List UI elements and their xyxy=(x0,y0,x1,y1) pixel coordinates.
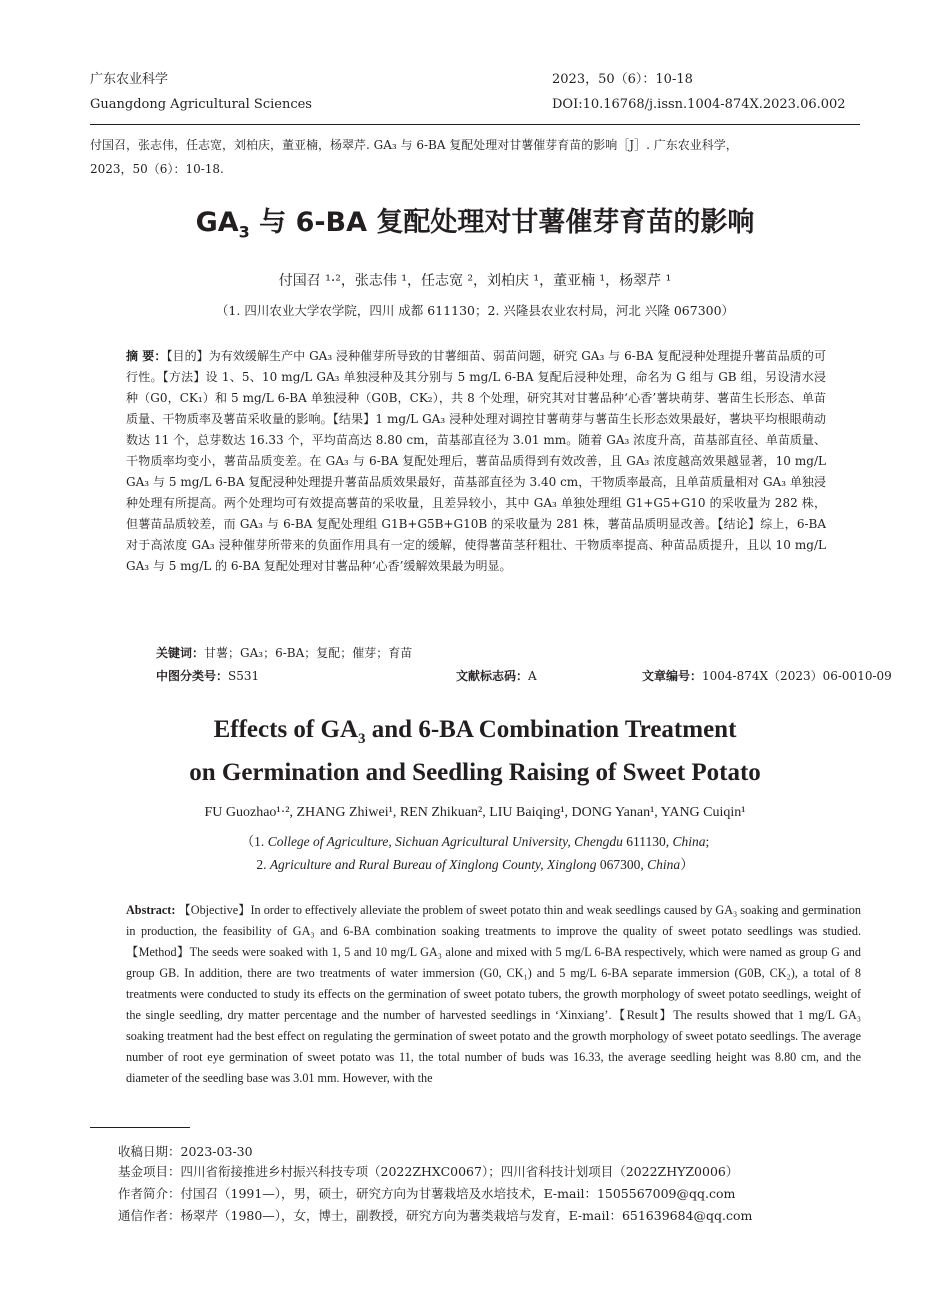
citation xyxy=(90,133,860,181)
footnote-divider xyxy=(90,1127,190,1128)
authors-en: FU Guozhao¹·², ZHANG Zhiwei¹, REN Zhikuan², LIU Baiqing¹, DONG Yanan¹, YANG Cuiqin¹ xyxy=(204,805,746,820)
title-cn xyxy=(90,203,860,252)
affil-part: Agriculture and Rural Bureau of Xinglong County, Xinglong xyxy=(269,857,597,872)
affil-part: ） xyxy=(680,857,694,872)
title-cn-part: 与 6-BA 复配处理对甘薯催芽育苗的影响 xyxy=(249,207,755,238)
abstract-en xyxy=(126,900,861,1089)
affil-part: College of Agriculture, Sichuan Agricultural University, Chengdu xyxy=(267,834,623,849)
journal-name-en: Guangdong Agricultural Sciences xyxy=(90,97,312,112)
doi[interactable]: DOI:10.16768/j.issn.1004-874X.2023.06.002 xyxy=(552,97,846,112)
authors-cn: 付国召 ¹·²，张志伟 ¹，任志宽 ²，刘柏庆 ¹，董亚楠 ¹，杨翠芹 ¹ xyxy=(278,273,672,289)
title-cn-subscript: 3 xyxy=(238,222,250,242)
affiliation-en-2 xyxy=(90,853,860,876)
affil-part: 2. xyxy=(256,857,270,872)
clc-value: S531 xyxy=(228,669,260,683)
affiliation-en-1 xyxy=(90,830,860,853)
abstract-en-label: Abstract: xyxy=(126,903,176,917)
footnote-corresponding: 通信作者：杨翠芹（1980—），女，博士，副教授，研究方向为薯类栽培与发育，E-mail：651639684@qq.com xyxy=(118,1208,753,1223)
citation-line-1: 付国召，张志伟，任志宽，刘柏庆，董亚楠，杨翠芹. GA₃ 与 6-BA 复配处理对甘薯催芽育苗的影响［J］. 广东农业科学， xyxy=(90,138,738,152)
abstract-en-text: 【Objective】In order to effectively alleviate the problem of sweet potato thin and weak seedlings caused by GA₃ soaking and germination in production, the feasibility of GA₃ and 6-BA combination soaking treatments to improve the quality of sweet potato seedlings was studied.【Method】The seeds were soaked with 1, 5 and 10 mg/L GA₃ alone and mixed with 5 mg/L 6-BA respectively, which were named as group G and group GB. In addition, there are two treatments of water immersion (G0, CK₁) and 5 mg/L 6-BA separate immersion (G0B, CK₂), a total of 8 treatments were conducted to study its effects on the germination of sweet potato tubers, the growth morphology of sweet potato seedlings, weight of the single seedling, dry matter percentage and the number of harvested seedlings in ‘Xinxiang’.【Result】The results showed that 1 mg/L GA₃ soaking treatment had the best effect on regulating the germination of sweet potato and the growth morphology of sweet potato seedlings. The average number of root eye germination of sweet potato was 11, the total number of buds was 16.33, the average seedling height was 8.80 cm, and the diameter of the seedling base was 3.01 mm. However, with the xyxy=(126,903,861,1085)
affil-part: ; xyxy=(705,834,710,849)
article-number-value: 1004-874X（2023）06-0010-09 xyxy=(702,669,892,683)
keywords-cn xyxy=(156,643,826,664)
doc-code-group xyxy=(456,666,537,687)
title-en-part: and 6-BA Combination Treatment xyxy=(365,716,737,743)
doc-code-label: 文献标志码： xyxy=(456,669,529,683)
footnote-author: 作者简介：付国召（1991—），男，硕士，研究方向为甘薯栽培及水培技术，E-mail：1505567009@qq.com xyxy=(118,1186,736,1201)
journal-name-cn: 广东农业科学 xyxy=(90,72,169,87)
affil-part: 611130, xyxy=(622,834,673,849)
abstract-cn xyxy=(126,346,826,577)
issue-info: 2023，50（6）：10-18 xyxy=(552,72,693,87)
article-number-label: 文章编号： xyxy=(642,669,703,683)
title-en-part: Effects of GA xyxy=(213,716,359,743)
title-en-line-1 xyxy=(90,713,860,756)
keywords-text: 甘薯；GA₃；6-BA；复配；催芽；育苗 xyxy=(204,646,413,660)
affiliations-cn: （1. 四川农业大学农学院，四川 成都 611130；2. 兴隆县农业农村局，河北 兴隆 067300） xyxy=(215,303,735,318)
doc-code-value: A xyxy=(528,669,537,683)
journal-page xyxy=(90,0,892,1290)
abstract-cn-text: 【目的】为有效缓解生产中 GA₃ 浸种催芽所导致的甘薯细苗、弱苗问题，研究 GA₃ 与 6-BA 复配浸种处理提升薯苗品质的可行性。【方法】设 1、5、10 mg/L GA₃ 单独浸种及其分别与 5 mg/L 6-BA 复配后浸种处理，命名为 G 组与 GB 组，另设清水浸种（G0，CK₁）和 5 mg/L 6-BA 单独浸种（G0B，CK₂），共 8 个处理，研究其对甘薯品种‘心香’薯块萌芽、薯苗生长形态、单苗质量、干物质率及薯苗采收量的影响。【结果】1 mg/L GA₃ 浸种处理对调控甘薯萌芽与薯苗生长形态效果最好，薯块平均根眼萌动数达 11 个，总芽数达 16.33 个，平均苗高达 8.80 cm，苗基部直径为 3.01 mm。随着 GA₃ 浓度升高，苗基部直径、单苗质量、干物质率均变小，薯苗品质变差。在 GA₃ 与 6-BA 复配处理后，薯苗品质得到有效改善，且 GA₃ 浓度越高效果越显著，10 mg/L GA₃ 与 5 mg/L 6-BA 复配浸种处理提升薯苗品质效果最好，苗基部直径为 3.40 cm，干物质率最高，且单苗质量相对 GA₃ 单独浸种处理有所提高。两个处理均可有效提高薯苗的采收量，且差异较小，其中 GA₃ 单独处理组 G1+G5+G10 的采收量为 282 株，但薯苗品质较差，而 GA₃ 与 6-BA 复配处理组 G1B+G5B+G10B 的采收量为 281 株，薯苗品质明显改善。【结论】综上，6-BA 对于高浓度 GA₃ 浸种催芽所带来的负面作用具有一定的缓解，使得薯苗茎秆粗壮、干物质率提高、种苗品质提升，且以 10 mg/L GA₃ 与 5 mg/L 的 6-BA 复配处理对甘薯品种‘心香’缓解效果最为明显。 xyxy=(126,349,826,573)
affil-part: （1. xyxy=(240,834,268,849)
affiliations-en xyxy=(90,830,860,876)
citation-line-2: 2023，50（6）：10-18. xyxy=(90,162,224,176)
clc-group xyxy=(156,666,259,687)
abstract-cn-label: 摘 要： xyxy=(126,349,167,363)
clc-label: 中图分类号： xyxy=(156,669,229,683)
affil-part: 067300, xyxy=(596,857,648,872)
footnote-fund: 基金项目：四川省衔接推进乡村振兴科技专项（2022ZHXC0067）；四川省科技计划项目（2022ZHYZ0006） xyxy=(118,1164,739,1179)
header-divider xyxy=(90,124,860,125)
article-number-group xyxy=(642,666,892,687)
title-en-line-2: on Germination and Seedling Raising of Sweet Potato xyxy=(189,759,761,786)
keywords-label: 关键词： xyxy=(156,646,205,660)
footnote-received: 收稿日期：2023-03-30 xyxy=(118,1144,253,1159)
affil-part: China xyxy=(647,857,681,872)
affil-part: China xyxy=(672,834,706,849)
title-cn-part: GA xyxy=(195,207,239,238)
title-en xyxy=(90,713,860,790)
classification-row xyxy=(156,666,892,687)
title-en-subscript: 3 xyxy=(358,731,366,747)
